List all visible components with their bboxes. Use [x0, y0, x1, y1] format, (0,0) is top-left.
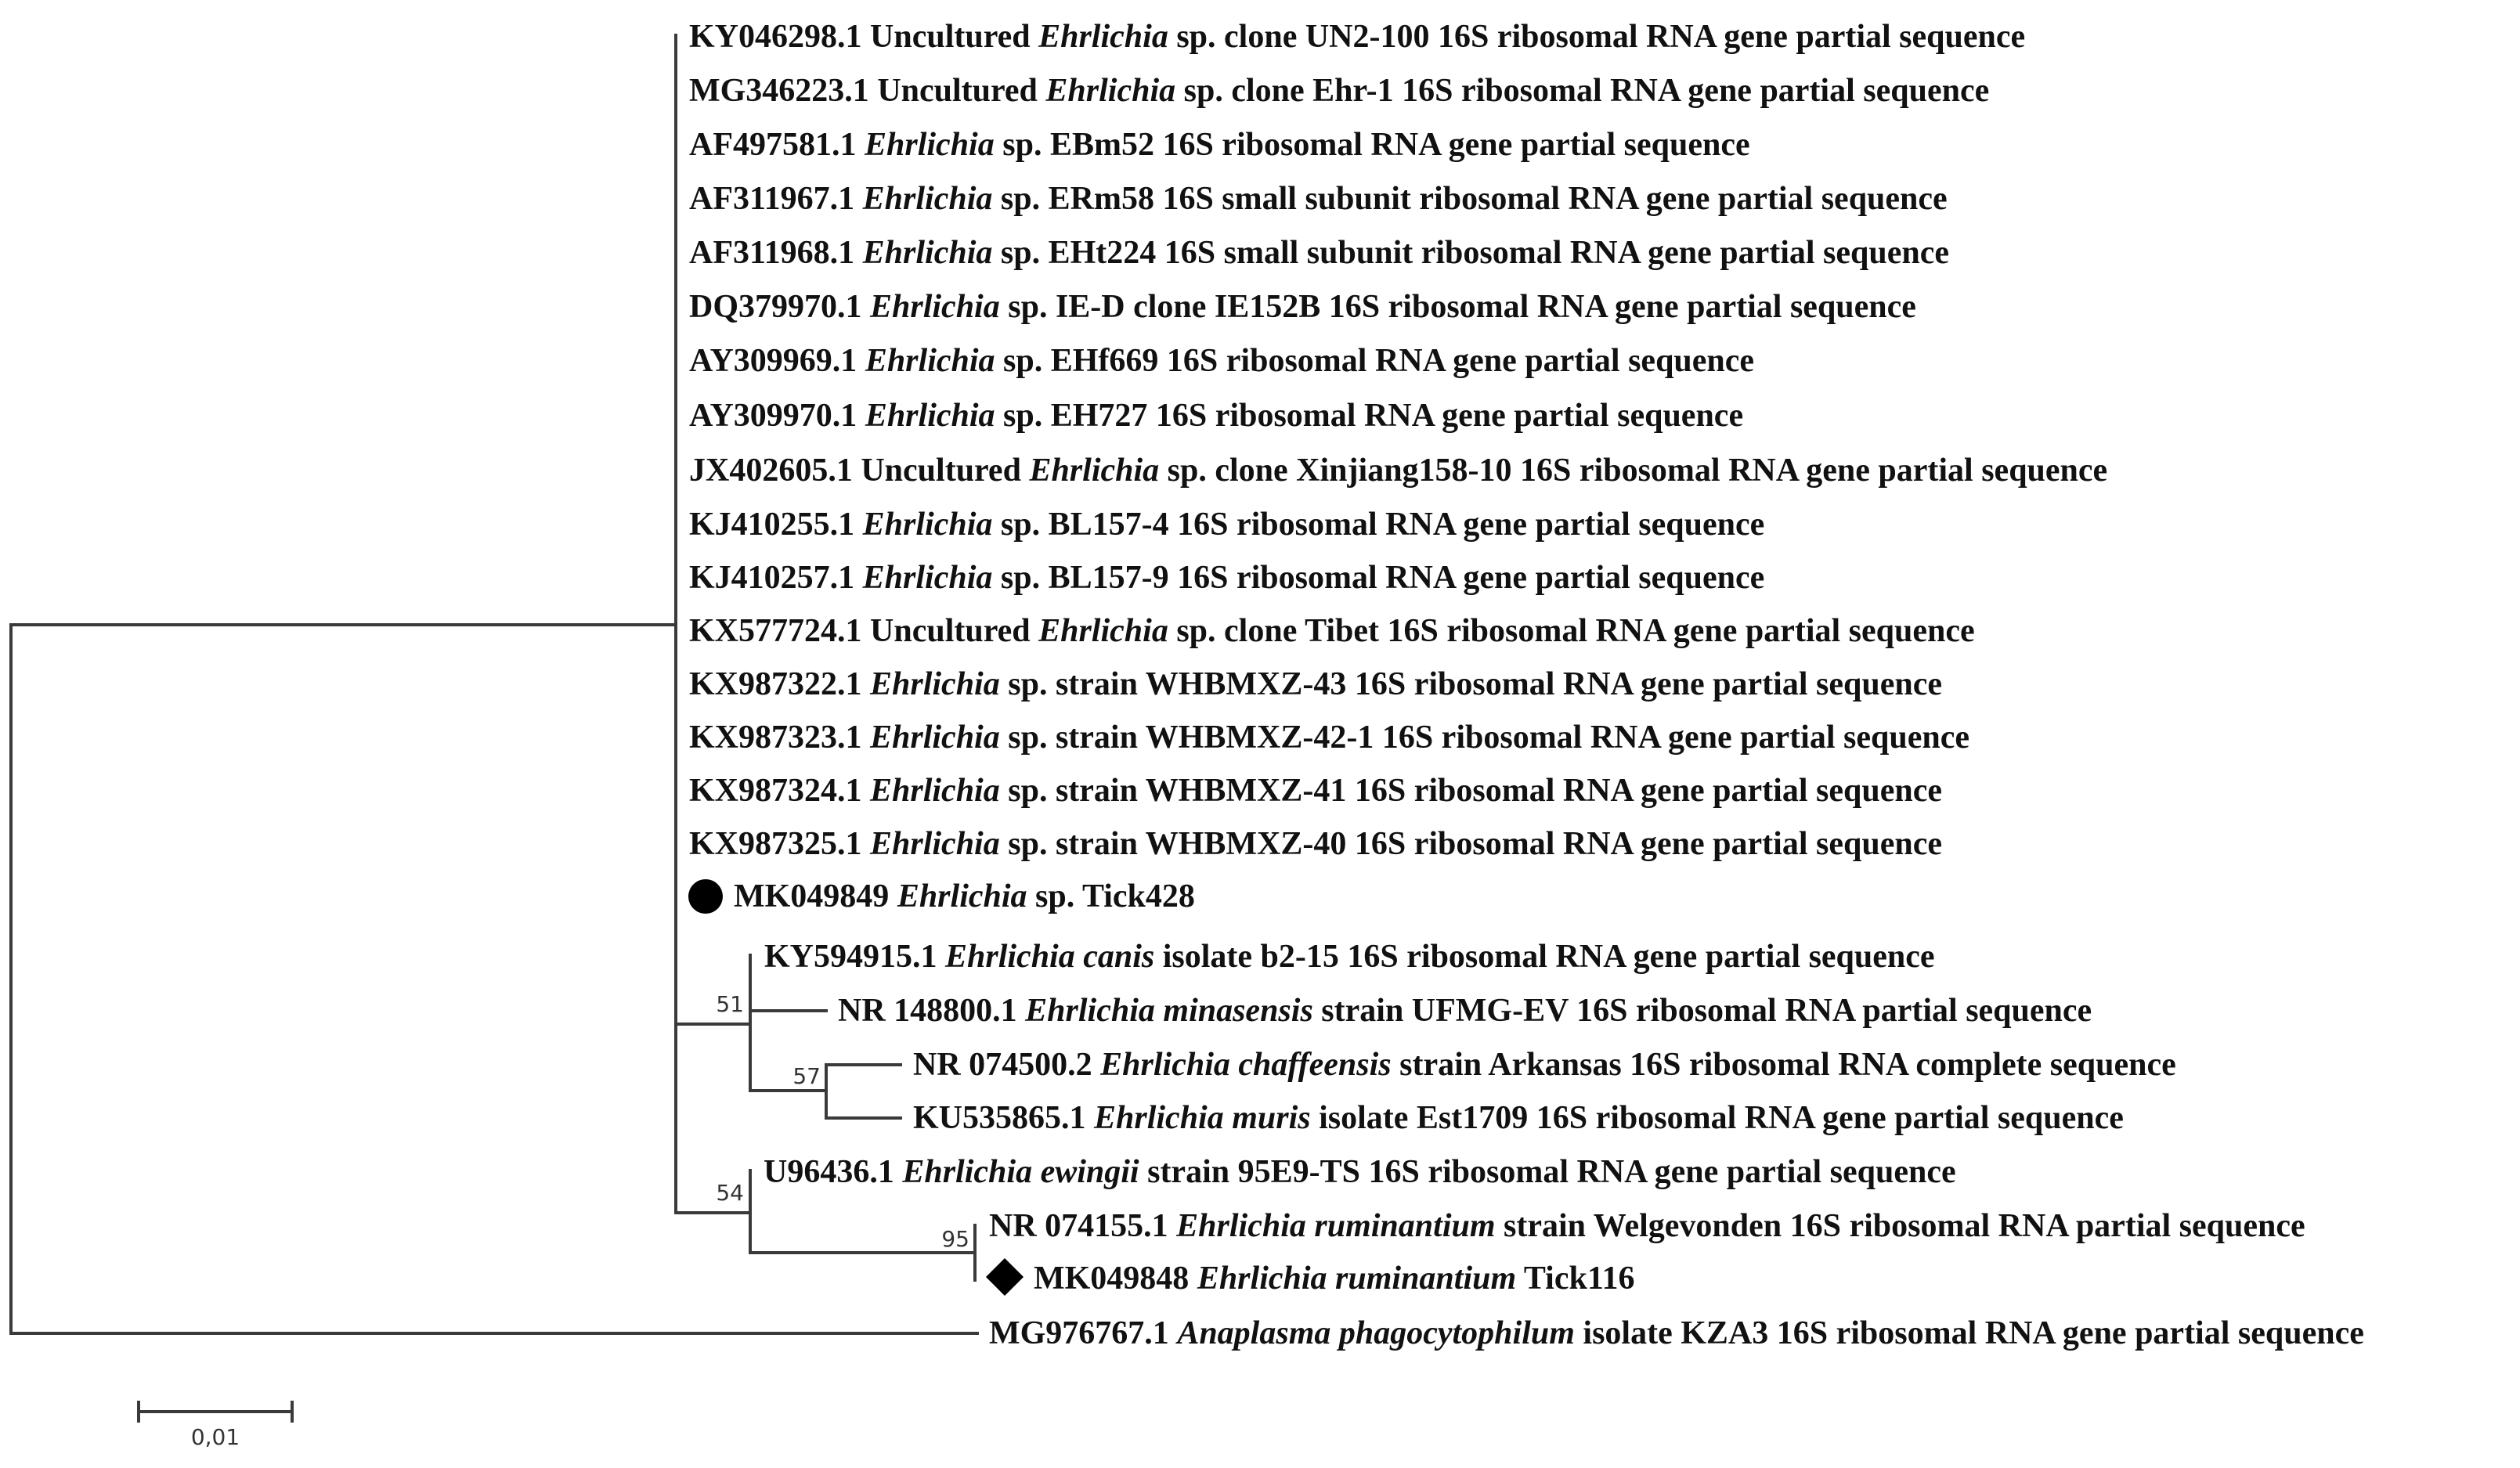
sequence-description: sp. BL157-4 16S ribosomal RNA gene partial sequence: [992, 507, 1765, 543]
accession-number: KX987324.1: [689, 773, 870, 809]
sequence-description: isolate Est1709 16S ribosomal RNA gene partial sequence: [1310, 1100, 2124, 1136]
sequence-description: sp. clone Ehr-1 16S ribosomal RNA gene partial sequence: [1175, 73, 1990, 109]
sequence-description: sp. EH727 16S ribosomal RNA gene partial sequence: [995, 398, 1744, 434]
taxon-name: Ehrlichia: [862, 181, 993, 217]
accession-number: KJ410255.1: [689, 507, 863, 543]
leaf-label: [689, 337, 1754, 384]
leaf-label: [689, 175, 1948, 222]
leaf-label: [1034, 1255, 1635, 1302]
taxon-prefix: Uncultured: [861, 453, 1030, 489]
accession-number: DQ379970.1: [689, 289, 870, 325]
bootstrap-value: 57: [792, 1063, 821, 1089]
taxon-name: Ehrlichia: [862, 235, 993, 271]
sequence-description: sp. strain WHBMXZ-41 16S ribosomal RNA gene partial sequence: [999, 773, 1942, 809]
taxon-name: Ehrlichia ewingii: [902, 1154, 1139, 1190]
taxon-name: Anaplasma phagocytophilum: [1177, 1315, 1575, 1351]
sequence-description: strain UFMG-EV 16S ribosomal RNA partial sequence: [1312, 993, 2092, 1029]
accession-number: KJ410257.1: [689, 560, 863, 596]
bootstrap-value: 95: [941, 1226, 969, 1252]
leaf-label: [689, 121, 1750, 168]
accession-number: AF497581.1: [689, 127, 865, 163]
taxon-prefix: Uncultured: [870, 613, 1039, 649]
leaf-label: [689, 501, 1764, 548]
taxon-name: Ehrlichia minasensis: [1025, 993, 1313, 1029]
leaf-label: [689, 283, 1916, 330]
sequence-description: sp. strain WHBMXZ-43 16S ribosomal RNA gene partial sequence: [999, 666, 1942, 702]
taxon-name: Ehrlichia: [870, 289, 1000, 325]
taxon-name: Ehrlichia: [865, 398, 995, 434]
leaf-label: [734, 873, 1195, 920]
taxon-name: Ehrlichia: [870, 666, 1000, 702]
taxon-name: Ehrlichia: [1045, 73, 1176, 109]
accession-number: U96436.1: [764, 1154, 903, 1190]
leaf-label: [764, 1149, 1956, 1196]
scale-bar: [139, 1402, 292, 1421]
accession-number: KY046298.1: [689, 19, 870, 55]
taxon-name: Ehrlichia chaffeensis: [1100, 1047, 1392, 1083]
sequence-description: Tick116: [1516, 1261, 1635, 1297]
accession-number: JX402605.1: [689, 453, 861, 489]
sequence-description: isolate b2-15 16S ribosomal RNA gene partial sequence: [1154, 939, 1935, 975]
leaf-label: [764, 933, 1935, 980]
sequence-description: sp. Tick428: [1027, 878, 1195, 914]
sequence-description: sp. EBm52 16S ribosomal RNA gene partial sequence: [994, 127, 1750, 163]
leaf-label: [689, 67, 1989, 114]
taxon-name: Ehrlichia: [870, 773, 1000, 809]
leaf-label: [913, 1095, 2124, 1142]
accession-number: MK049848: [1034, 1261, 1197, 1297]
accession-number: KU535865.1: [913, 1100, 1094, 1136]
leaf-label: [689, 554, 1764, 601]
taxon-prefix: Uncultured: [870, 19, 1039, 55]
sequence-description: sp. strain WHBMXZ-40 16S ribosomal RNA gene partial sequence: [999, 826, 1942, 862]
accession-number: NR 074500.2: [913, 1047, 1101, 1083]
leaf-label: [989, 1310, 2364, 1357]
accession-number: KX987323.1: [689, 720, 870, 756]
taxon-name: Ehrlichia ruminantium: [1197, 1261, 1517, 1297]
accession-number: AF311967.1: [689, 181, 863, 217]
sequence-description: sp. clone Xinjiang158-10 16S ribosomal RNA gene partial sequence: [1159, 453, 2108, 489]
accession-number: KX987325.1: [689, 826, 870, 862]
taxon-name: Ehrlichia: [1038, 613, 1168, 649]
taxon-name: Ehrlichia ruminantium: [1176, 1208, 1496, 1244]
accession-number: KY594915.1: [764, 939, 945, 975]
leaf-label: [689, 767, 1942, 814]
accession-number: MK049849: [734, 878, 897, 914]
taxon-name: Ehrlichia: [897, 878, 1027, 914]
taxon-prefix: Uncultured: [877, 73, 1046, 109]
leaf-label: [913, 1041, 2176, 1088]
sequence-description: strain Welgevonden 16S ribosomal RNA partial sequence: [1495, 1208, 2305, 1244]
leaf-label: [838, 987, 2092, 1034]
taxon-name: Ehrlichia muris: [1094, 1100, 1311, 1136]
circle-marker-icon: [688, 879, 723, 914]
sequence-description: strain 95E9-TS 16S ribosomal RNA gene partial sequence: [1139, 1154, 1956, 1190]
leaf-label: [689, 714, 1969, 761]
sequence-description: isolate KZA3 16S ribosomal RNA gene partial sequence: [1574, 1315, 2364, 1351]
leaf-label: [689, 229, 1949, 276]
taxon-name: Ehrlichia: [870, 826, 1000, 862]
bootstrap-value: 54: [716, 1180, 744, 1206]
taxon-name: Ehrlichia: [1038, 19, 1168, 55]
taxon-name: Ehrlichia: [865, 343, 995, 379]
taxon-name: Ehrlichia: [865, 127, 995, 163]
sequence-description: sp. IE-D clone IE152B 16S ribosomal RNA gene partial sequence: [999, 289, 1916, 325]
sequence-description: sp. clone UN2-100 16S ribosomal RNA gene partial sequence: [1168, 19, 2026, 55]
taxon-name: Ehrlichia: [862, 507, 993, 543]
accession-number: KX987322.1: [689, 666, 870, 702]
leaf-label: [989, 1203, 2305, 1250]
sequence-description: sp. ERm58 16S small subunit ribosomal RNA gene partial sequence: [992, 181, 1948, 217]
bootstrap-value: 51: [716, 991, 744, 1017]
accession-number: MG346223.1: [689, 73, 878, 109]
leaf-label: [689, 13, 2025, 60]
accession-number: KX577724.1: [689, 613, 870, 649]
leaf-label: [689, 608, 1975, 655]
sequence-description: sp. clone Tibet 16S ribosomal RNA gene partial sequence: [1168, 613, 1975, 649]
accession-number: AY309970.1: [689, 398, 865, 434]
leaf-label: [689, 447, 2107, 494]
accession-number: AY309969.1: [689, 343, 865, 379]
accession-number: NR 148800.1: [838, 993, 1026, 1029]
taxon-name: Ehrlichia: [862, 560, 993, 596]
sequence-description: sp. BL157-9 16S ribosomal RNA gene partial sequence: [992, 560, 1765, 596]
taxon-name: Ehrlichia: [1029, 453, 1160, 489]
sequence-description: strain Arkansas 16S ribosomal RNA complete sequence: [1391, 1047, 2176, 1083]
leaf-label: [689, 392, 1743, 439]
taxon-name: Ehrlichia: [870, 720, 1000, 756]
sequence-description: sp. strain WHBMXZ-42-1 16S ribosomal RNA gene partial sequence: [999, 720, 1969, 756]
sequence-description: sp. EHf669 16S ribosomal RNA gene partial sequence: [995, 343, 1755, 379]
scale-bar-label: 0,01: [190, 1424, 240, 1450]
leaf-label: [689, 661, 1942, 708]
accession-number: NR 074155.1: [989, 1208, 1177, 1244]
accession-number: MG976767.1: [989, 1315, 1178, 1351]
sequence-description: sp. EHt224 16S small subunit ribosomal RNA gene partial sequence: [992, 235, 1950, 271]
accession-number: AF311968.1: [689, 235, 863, 271]
leaf-label: [689, 821, 1942, 867]
taxon-name: Ehrlichia canis: [945, 939, 1155, 975]
